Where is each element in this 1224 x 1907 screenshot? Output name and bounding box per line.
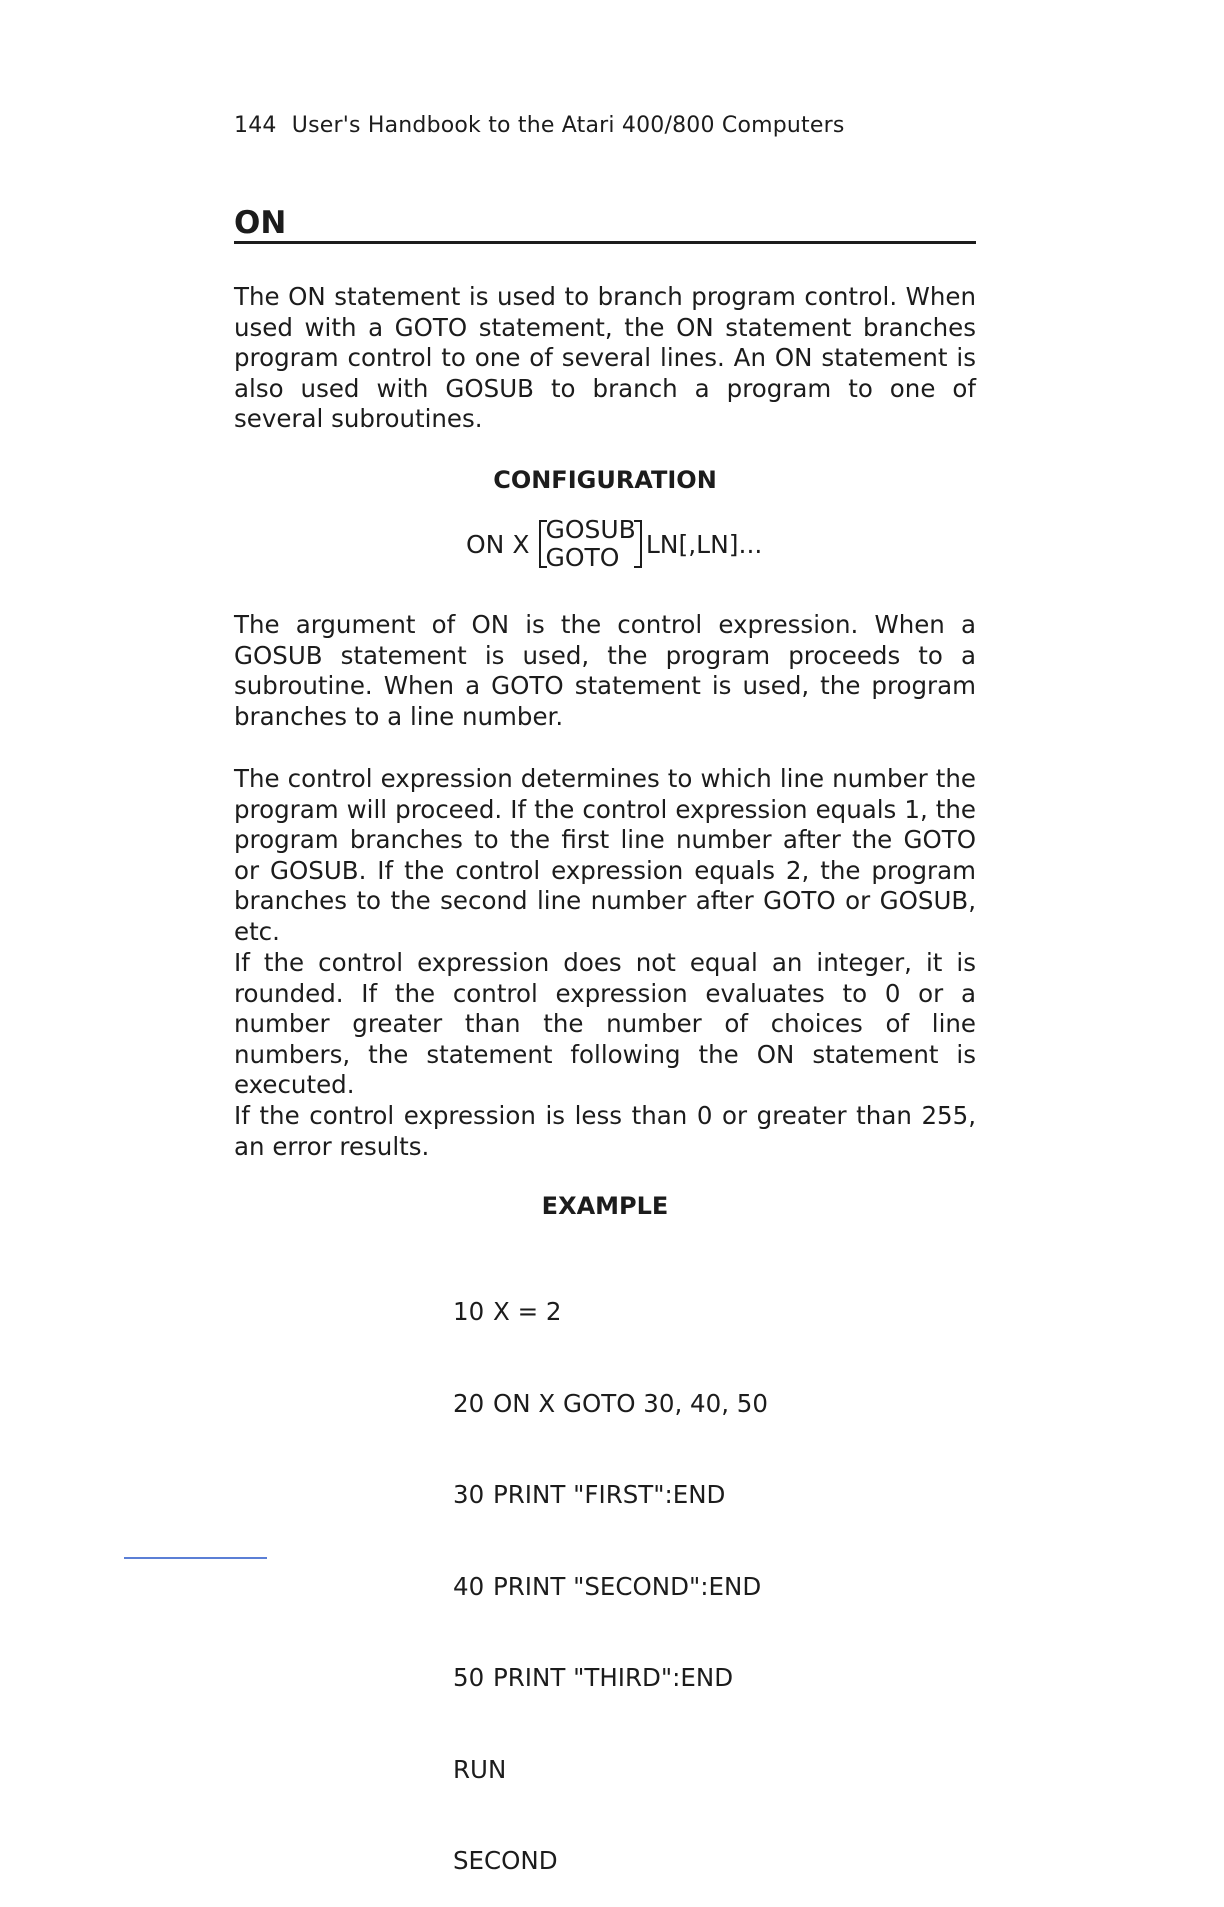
code-output: SECOND (453, 1846, 558, 1875)
code-line (453, 1480, 768, 1511)
code-line (453, 1389, 768, 1420)
running-head (234, 113, 845, 138)
code-line (453, 1572, 768, 1603)
code-line-text: X = 2 (493, 1297, 562, 1326)
example-code (453, 1236, 768, 1907)
code-line-number: 40 (453, 1571, 485, 1601)
argument-paragraph: The argument of ON is the control expression. When a GOSUB statement is used, the program proceeds to a subroutine. When a GOTO statement is used, the program branches to a line number. (234, 610, 976, 731)
scan-mark (124, 1557, 267, 1559)
book-title: User's Handbook to the Atari 400/800 Computers (291, 113, 845, 138)
syntax-option-gosub: GOSUB (545, 515, 636, 544)
code-line-text: ON X GOTO 30, 40, 50 (493, 1388, 768, 1418)
syntax-configuration (466, 512, 762, 576)
page-number: 144 (234, 113, 277, 138)
code-line-text: PRINT "SECOND":END (493, 1571, 762, 1601)
section-title: ON (234, 205, 976, 244)
code-run-command: RUN (453, 1754, 507, 1784)
code-line-number: 20 (453, 1388, 485, 1418)
rounding-paragraph: If the control expression does not equal an integer, it is rounded. If the control expression evaluates to 0 or a number greater than the number of choices of line numbers, the statement following the ON statement is executed. (234, 948, 976, 1100)
syntax-option-bracket (539, 516, 641, 572)
error-paragraph: If the control expression is less than 0 or greater than 255, an error results. (234, 1101, 976, 1161)
control-expression-paragraph: The control expression determines to which line number the program will proceed. If the control expression equals 1, the program branches to the first line number after the GOTO or GOSUB. If the control expression equals 2, the program branches to the second line number after GOTO or GOSUB, etc. (234, 764, 976, 946)
code-line-text: PRINT "FIRST":END (493, 1480, 726, 1509)
code-line-text: PRINT "THIRD":END (493, 1663, 734, 1692)
code-line (453, 1663, 768, 1694)
code-line-number: 10 (453, 1297, 485, 1326)
code-line-number: 50 (453, 1663, 485, 1692)
configuration-heading: CONFIGURATION (493, 466, 717, 494)
code-line-number: 30 (453, 1480, 485, 1509)
intro-paragraph: The ON statement is used to branch program control. When used with a GOTO statement, the ON statement branches program control to one of several lines. An ON statement is also used with GOSUB to branch a program to one of several subroutines. (234, 282, 976, 434)
syntax-suffix: LN[,LN]... (645, 529, 763, 559)
example-heading: EXAMPLE (541, 1192, 669, 1220)
code-line (453, 1297, 768, 1328)
syntax-option-goto: GOTO (545, 543, 620, 572)
syntax-prefix: ON X (466, 529, 530, 559)
